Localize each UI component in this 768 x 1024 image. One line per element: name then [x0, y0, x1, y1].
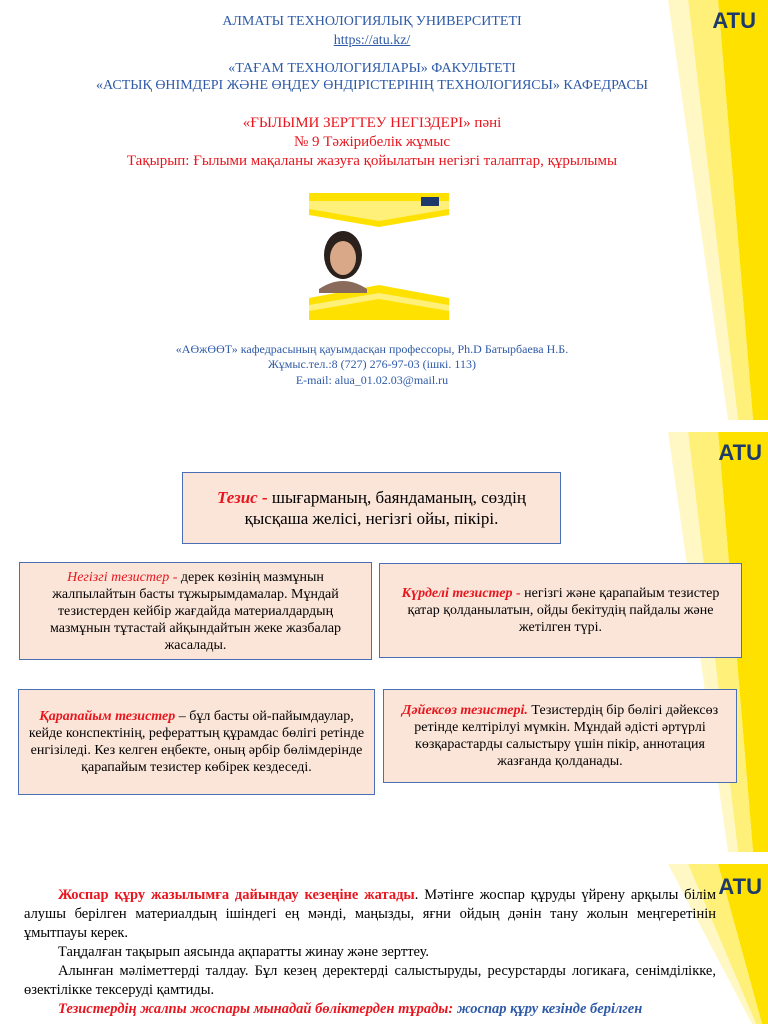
university-name: АЛМАТЫ ТЕХНОЛОГИЯЛЫҚ УНИВЕРСИТЕТІ — [222, 14, 522, 29]
complex-theses-text: негізгі және қарапайым тезистер қатар қолданылатын, ойды бекітудің пайдалы және жетілген түрі. — [407, 586, 720, 635]
main-theses-box — [19, 562, 372, 660]
plan-paragraph-3: Алынған мәліметтерді талдау. Бұл кезең деректерді салыстыруды, ресурстарды логикаға, сенімділікке, өзектілікке тексеруді қамтиды. — [24, 963, 716, 998]
faculty-name: «ТАҒАМ ТЕХНОЛОГИЯЛАРЫ» ФАКУЛЬТЕТІ — [228, 61, 516, 76]
quote-theses-text: Тезистердің бір бөлігі дәйексөз ретінде келтірілуі мүмкін. Мұндай әдісті әртүрлі көзқарастарды салыстыру үшін пікір, аннотация жазғанда қолданады. — [414, 703, 719, 769]
quote-theses-box — [383, 689, 737, 783]
topic-title: Тақырып: Ғылыми мақаланы жазуға қойылатын негізгі талаптар, құрылымы — [126, 153, 618, 169]
plan-paragraph-2: Таңдалған тақырып аясында ақпаратты жинау және зерттеу. — [58, 944, 430, 960]
complex-theses-term: Күрделі тезистер - — [401, 586, 521, 601]
simple-theses-term: Қарапайым тезистер — [39, 709, 176, 724]
plan-paragraph-4 — [24, 1000, 716, 1019]
thesis-definition-box — [182, 472, 561, 544]
plan-slide — [0, 864, 768, 1024]
plan-highlight: Жоспар құру жазылымға дайындау кезеңіне жатады — [58, 887, 415, 903]
thesis-definition: шығарманың, баяндаманың, сөздің қысқаша желісі, негізгі ойы, пікірі. — [244, 488, 526, 528]
university-link[interactable]: https://atu.kz/ — [333, 33, 411, 48]
complex-theses-box — [379, 563, 742, 658]
quote-theses-term: Дәйексөз тезистері. — [401, 703, 528, 718]
atu-logo: ATU — [712, 8, 756, 33]
department-name: «АСТЫҚ ӨНІМДЕРІ ЖӘНЕ ӨҢДЕУ ӨНДІРІСТЕРІНІҢ ТЕХНОЛОГИЯСЫ» КАФЕДРАСЫ — [95, 78, 649, 93]
main-theses-text: дерек көзінің мазмұнын жалпылайтын басты тұжырымдамалар. Мұндай тезистерден кейбір жағдайда материалдардың мазмұнын тұтастай айқындайтын жеке жазбалар жасалады. — [49, 569, 342, 653]
thesis-term: Тезис - — [216, 488, 268, 507]
plan-structure-highlight: Тезистердің жалпы жоспары мынадай бөліктерден тұрады: — [58, 1001, 454, 1017]
simple-theses-box — [18, 689, 375, 795]
atu-logo: ATU — [718, 440, 762, 465]
plan-paragraph-1 — [24, 886, 716, 943]
simple-theses-text: – бұл басты ой-пайымдаулар, кейде конспектінің, рефераттың құрамдас бөлігі ретінде енгізіледі. Кез келген еңбекте, оның әрбір бөлімдерінде қарапайым тезистер көбірек кездеседі. — [28, 709, 365, 775]
atu-logo: ATU — [718, 874, 762, 899]
plan-structure-note: жоспар құру кезінде берілген — [453, 1001, 643, 1017]
email-line: E-mail: alua_01.02.03@mail.ru — [295, 373, 449, 387]
subject-title: «ҒЫЛЫМИ ЗЕРТТЕУ НЕГІЗДЕРІ» пәні — [242, 115, 502, 131]
author-photo — [309, 193, 449, 320]
plan-paragraph-1-text: . Мәтінге жоспар құруды үйрену арқылы білім алушы берілген материалдың ішіндегі ең мәнді, маңызды, яғни ойдың дәнін тану жолын меңгеретінін ұмытпауы керек. — [24, 887, 717, 941]
title-slide — [0, 0, 768, 420]
work-number: № 9 Тәжірибелік жұмыс — [293, 134, 451, 150]
main-theses-term: Негізгі тезистер - — [67, 569, 178, 585]
thesis-slide — [0, 432, 768, 852]
phone-line: Жұмыс.тел.:8 (727) 276-97-03 (ішкі. 113) — [268, 357, 476, 371]
author-line: «АӨжӨӨТ» кафедрасының қауымдасқан профессоры, Ph.D Батырбаева Н.Б. — [175, 342, 569, 356]
